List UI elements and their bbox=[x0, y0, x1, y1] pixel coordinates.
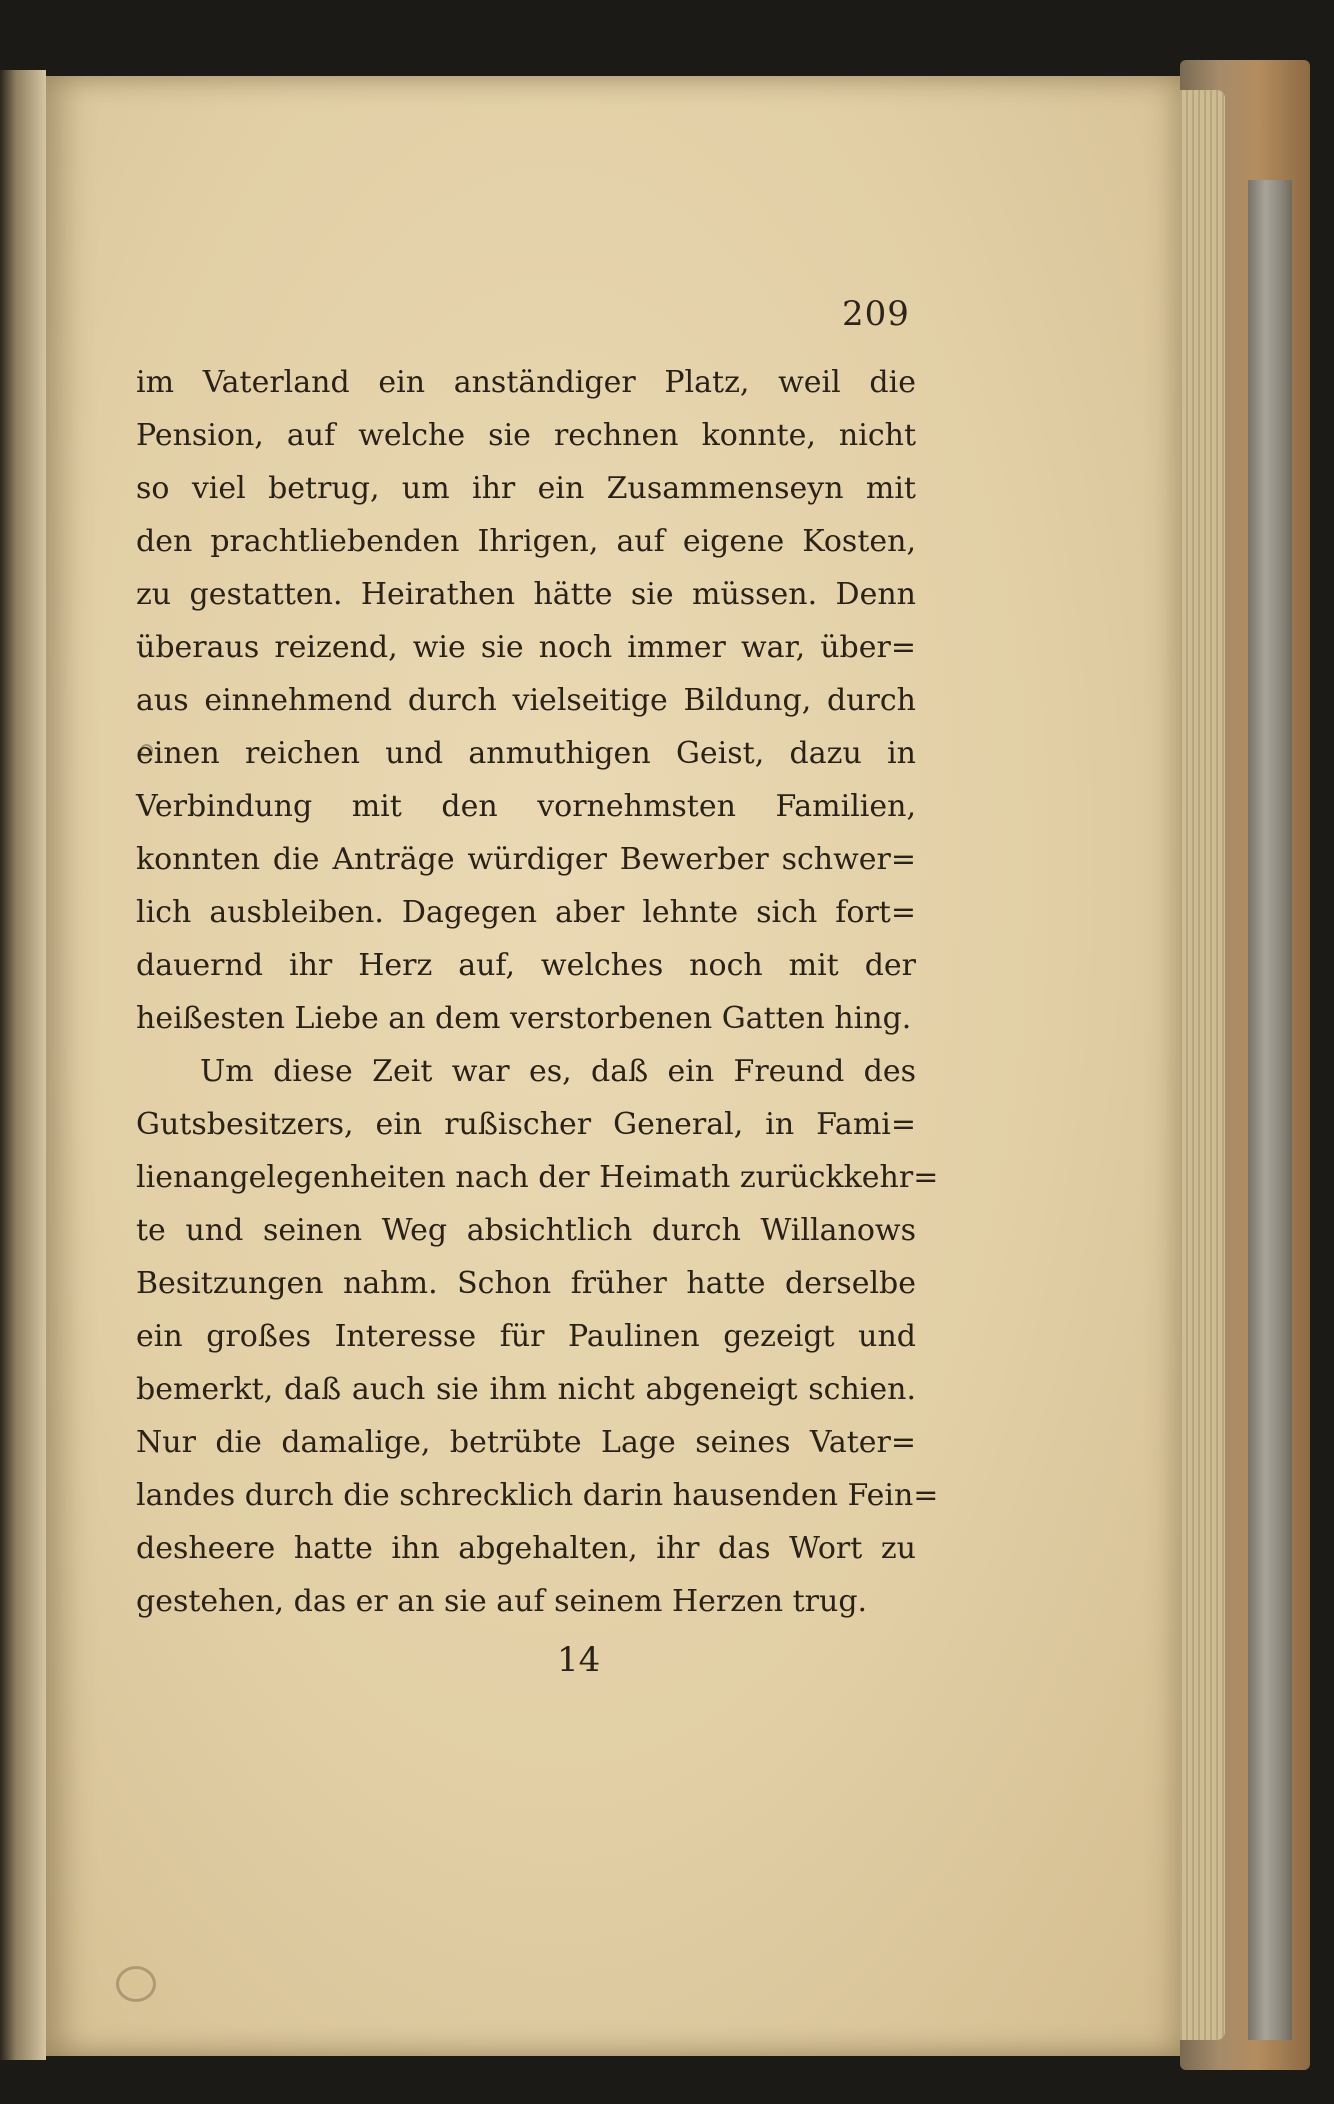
text-line: zu gestatten. Heirathen hätte sie müssen. Denn bbox=[136, 577, 916, 612]
text-line: lienangelegenheiten nach der Heimath zurückkehr= bbox=[136, 1160, 939, 1195]
cover-paper-edge bbox=[1248, 180, 1292, 2040]
text-line: heißesten Liebe an dem verstorbenen Gatten hing. bbox=[136, 1001, 912, 1036]
paper-stain bbox=[116, 1966, 156, 2002]
text-line: lich ausbleiben. Dagegen aber lehnte sich fort= bbox=[136, 895, 916, 930]
text-line: bemerkt, daß auch sie ihm nicht abgeneigt schien. bbox=[136, 1372, 916, 1407]
page-number: 209 bbox=[842, 294, 910, 334]
text-line: Besitzungen nahm. Schon früher hatte derselbe bbox=[136, 1266, 916, 1301]
text-line: ein großes Interesse für Paulinen gezeigt und bbox=[136, 1319, 916, 1354]
text-line: Nur die damalige, betrübte Lage seines Vater= bbox=[136, 1425, 916, 1460]
text-line: dauernd ihr Herz auf, welches noch mit der bbox=[136, 948, 916, 983]
text-line: Um diese Zeit war es, daß ein Freund des bbox=[200, 1054, 916, 1089]
text-line: desheere hatte ihn abgehalten, ihr das Wort zu bbox=[136, 1531, 916, 1566]
text-line: einen reichen und anmuthigen Geist, dazu in bbox=[136, 736, 916, 771]
text-line: gestehen, das er an sie auf seinem Herzen trug. bbox=[136, 1584, 868, 1619]
text-line: Gutsbesitzers, ein rußischer General, in Fami= bbox=[136, 1107, 916, 1142]
text-line: überaus reizend, wie sie noch immer war, über= bbox=[136, 630, 916, 665]
text-line: Verbindung mit den vornehmsten Familien, bbox=[136, 789, 916, 824]
body-text bbox=[136, 356, 939, 1628]
text-line: landes durch die schrecklich darin hausenden Fein= bbox=[136, 1478, 939, 1513]
text-line: aus einnehmend durch vielseitige Bildung, durch bbox=[136, 683, 916, 718]
text-line: Pension, auf welche sie rechnen konnte, nicht bbox=[136, 418, 916, 453]
facing-page-edge bbox=[0, 70, 46, 2060]
text-line: den prachtliebenden Ihrigen, auf eigene Kosten, bbox=[136, 524, 916, 559]
text-line: im Vaterland ein anständiger Platz, weil die bbox=[136, 365, 916, 400]
signature-mark: 14 bbox=[557, 1640, 601, 1680]
text-line: konnten die Anträge würdiger Bewerber schwer= bbox=[136, 842, 916, 877]
text-line: so viel betrug, um ihr ein Zusammenseyn mit bbox=[136, 471, 916, 506]
text-line: te und seinen Weg absichtlich durch Willanows bbox=[136, 1213, 916, 1248]
